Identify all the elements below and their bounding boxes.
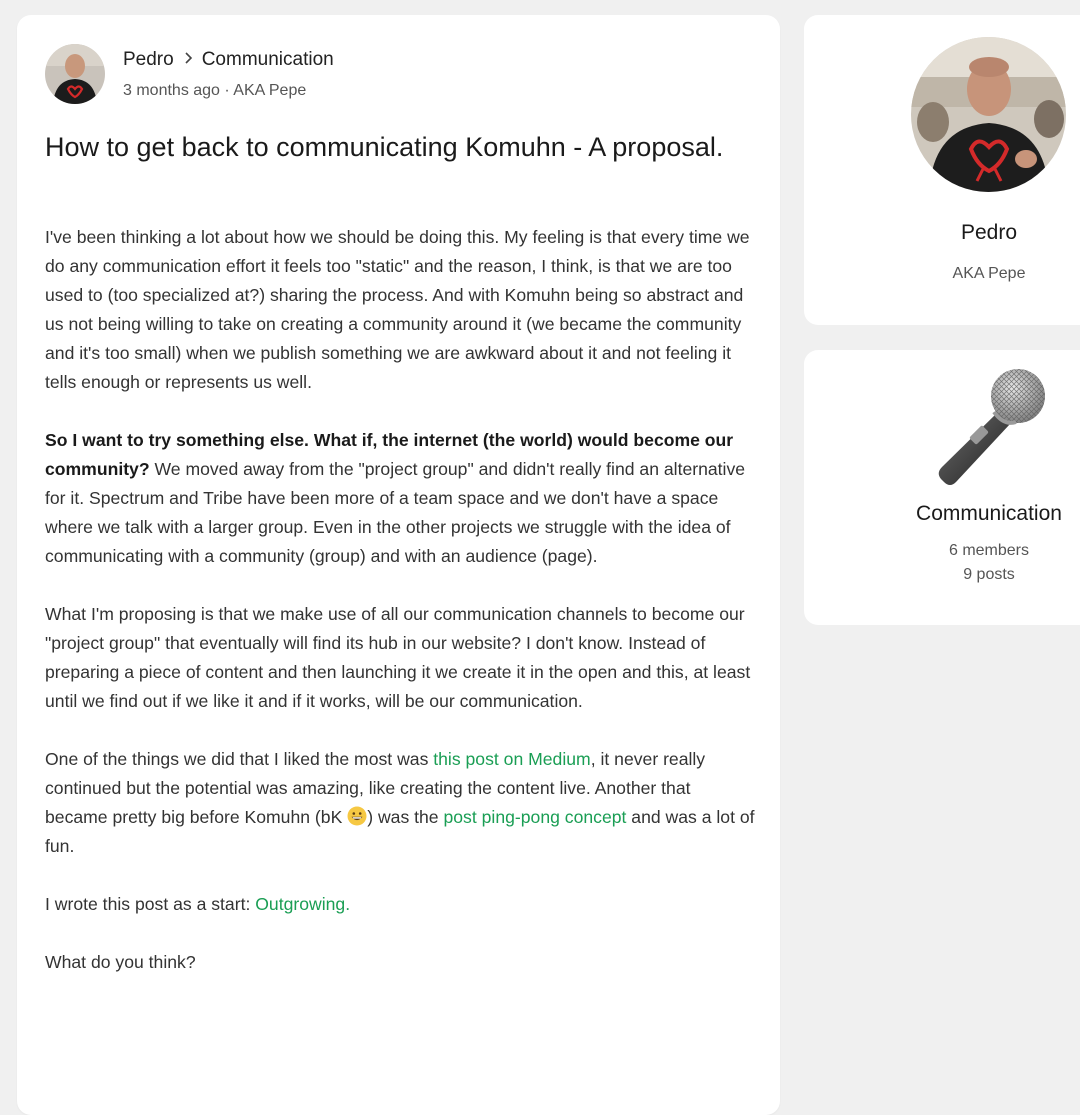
group-name[interactable]: Communication [916, 502, 1062, 525]
author-alias: AKA Pepe [233, 82, 307, 99]
ping-pong-concept-link[interactable]: post ping-pong concept [443, 807, 627, 827]
group-name-link[interactable]: Communication [201, 49, 334, 70]
profile-alias: AKA Pepe [952, 265, 1026, 282]
chevron-right-icon [184, 49, 193, 71]
post-time: 3 months ago [123, 82, 220, 99]
outgrowing-link[interactable]: Outgrowing. [255, 894, 351, 914]
paragraph-3: What I'm proposing is that we make use of all our communication channels to become our "project group" that eventually will find its hub in our website? I don't know. Instead of preparing a piece of content and then launching it we create it in the open and this, at least until we find out if we like it and if it works, will be our communication. [45, 604, 751, 711]
paragraph-2 [45, 426, 757, 571]
paragraph-1: I've been thinking a lot about how we should be doing this. My feeling is that every time we do any communication effort it feels too "static" and the reason, I think, is that we are too used to (too specialized at?) sharing the process. And with Komuhn being so abstract and us not being willing to take on creating a community around it (we became the community and it's too small) when we publish something we are awkward about it and not feeling it tells enough or represents us well. [45, 227, 750, 392]
breadcrumb [123, 49, 334, 71]
group-card [804, 350, 1080, 625]
group-posts-count: 9 posts [963, 566, 1015, 583]
grinning-face-icon [347, 806, 367, 826]
paragraph-2-bold: So I want to try something else. What if, the internet (the world) would become our community? [45, 430, 734, 479]
post-header [45, 44, 334, 104]
paragraph-6: What do you think? [45, 952, 196, 972]
author-name-link[interactable]: Pedro [123, 49, 174, 70]
paragraph-4-text-b: , it never really continued but the potential was amazing, like creating the content live. Another that became pretty big before Komuhn (bK [45, 749, 706, 827]
microphone-icon [924, 364, 1049, 489]
group-members-count: 6 members [948, 542, 1030, 559]
paragraph-5 [45, 890, 757, 919]
author-avatar[interactable] [45, 44, 105, 104]
post-body [45, 223, 757, 1006]
meta-separator: · [224, 82, 230, 99]
post-meta [123, 49, 334, 101]
profile-name[interactable]: Pedro [960, 221, 1018, 244]
medium-post-link[interactable]: this post on Medium [433, 749, 591, 769]
paragraph-4-text-d: and was a lot of fun. [45, 807, 755, 856]
post-subtitle [123, 81, 334, 101]
profile-avatar[interactable] [911, 37, 1066, 192]
paragraph-2-text: We moved away from the "project group" and didn't really find an alternative for it. Spectrum and Tribe have been more of a team space and we don't have a space where we talk with a larger group. Even in the other projects we struggle with the idea of communicating with a community (group) and with an audience (page). [45, 459, 746, 566]
post-title: How to get back to communicating Komuhn - A proposal. [45, 132, 724, 162]
paragraph-5-text: I wrote this post as a start: [45, 894, 256, 914]
profile-card [804, 15, 1080, 325]
paragraph-4-text-a: One of the things we did that I liked the most was [45, 749, 434, 769]
post-card [17, 15, 780, 1115]
paragraph-4-text-c: ) was the [367, 807, 444, 827]
paragraph-4 [45, 745, 757, 861]
